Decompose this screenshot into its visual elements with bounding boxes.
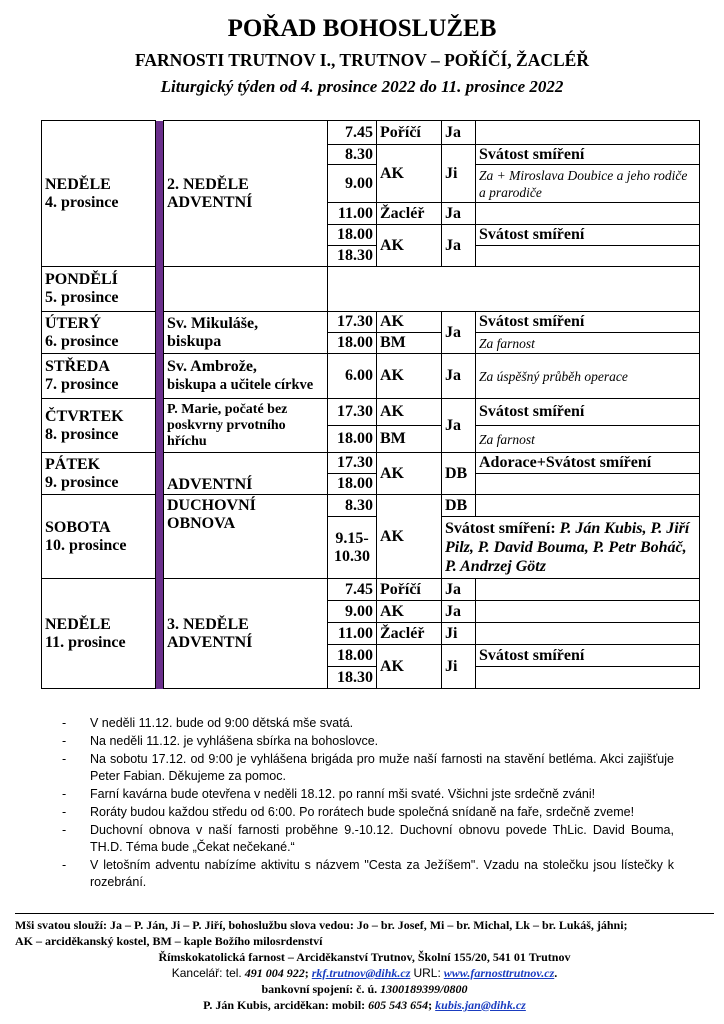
table-row xyxy=(42,121,700,145)
liturgy-cell: ADVENTNÍ xyxy=(164,453,328,495)
table-row xyxy=(42,312,700,333)
footer-divider xyxy=(15,913,714,914)
table-row xyxy=(42,399,700,426)
priest-cell: DB xyxy=(442,453,476,495)
schedule-table xyxy=(41,120,700,689)
note-cell xyxy=(476,121,700,145)
announcement-item xyxy=(62,857,674,891)
office-email-link[interactable]: rkf.trutnov@dihk.cz xyxy=(311,966,411,980)
intention-cell: Za farnost xyxy=(476,426,700,453)
time-cell: 18.00 xyxy=(328,333,377,354)
time-cell: 9.00 xyxy=(328,165,377,203)
time-cell: 17.30 xyxy=(328,453,377,474)
liturgical-color-bar xyxy=(156,312,164,354)
time-cell: 9.15-10.30 xyxy=(328,517,377,579)
priest-contact: P. Ján Kubis, arciděkan: mobil: 605 543 654; kubis.jan@dihk.cz xyxy=(203,998,526,1012)
legend-line-1: Mši svatou slouží: Ja – P. Ján, Ji – P. Jiří, bohoslužbu slova vedou: Jo – br. Josef, Mi – br. Michal, Lk – br. Lukáš, jáhni; xyxy=(15,918,628,932)
liturgical-color-bar xyxy=(156,495,164,579)
time-cell: 18.30 xyxy=(328,246,377,267)
announcement-item xyxy=(62,804,674,821)
place-cell: Žacléř xyxy=(377,203,442,225)
time-cell: 9.00 xyxy=(328,601,377,623)
parish-address: Římskokatolická farnost – Arciděkanství Trutnov, Školní 155/20, 541 01 Trutnov xyxy=(158,950,571,964)
priest-cell: Ji xyxy=(442,623,476,645)
announcement-item xyxy=(62,786,674,803)
priest-cell: Ja xyxy=(442,579,476,601)
note-cell xyxy=(476,623,700,645)
bullet-dash: - xyxy=(62,858,67,872)
announcement-text: V neděli 11.12. bude od 9:00 dětská mše svatá. xyxy=(90,716,354,730)
priest-cell: Ja xyxy=(442,354,476,399)
time-cell: 18.00 xyxy=(328,426,377,453)
office-contact: Kancelář: tel. 491 004 922; rkf.trutnov@dihk.cz URL: www.farnosttrutnov.cz. xyxy=(171,966,558,980)
announcement-text: Na sobotu 17.12. od 9:00 je vyhlášena brigáda pro muže naší farnosti na stavění betléma. Akci zajišťuje Peter Fabian. Děkujeme za pomoc. xyxy=(90,752,674,783)
time-cell: 18.00 xyxy=(328,645,377,667)
note-cell xyxy=(476,246,700,267)
confession-note-cell: Svátost smíření: P. Ján Kubis, P. Jiří Pilz, P. David Bouma, P. Petr Boháč, P. Andrzej Götz xyxy=(442,517,700,579)
intention-cell: Za úspěšný průběh operace xyxy=(476,354,700,399)
intention-cell: Za + Miroslava Doubice a jeho rodiče a prarodiče xyxy=(476,165,700,203)
liturgical-color-bar xyxy=(156,354,164,399)
empty-cell xyxy=(328,267,700,312)
note-cell xyxy=(476,667,700,689)
place-cell: Poříčí xyxy=(377,579,442,601)
time-cell: 18.00 xyxy=(328,474,377,495)
announcement-item xyxy=(62,822,674,856)
time-cell: 18.00 xyxy=(328,225,377,246)
table-row xyxy=(42,453,700,474)
liturgy-cell: 3. NEDĚLE ADVENTNÍ xyxy=(164,579,328,689)
time-cell: 6.00 xyxy=(328,354,377,399)
liturgy-cell xyxy=(164,267,328,312)
table-row xyxy=(42,354,700,399)
time-cell: 18.30 xyxy=(328,667,377,689)
priest-cell: Ja xyxy=(442,312,476,354)
liturgy-cell: 2. NEDĚLE ADVENTNÍ xyxy=(164,121,328,267)
day-cell: NEDĚLE 11. prosince xyxy=(42,579,156,689)
note-cell: Svátost smíření xyxy=(476,312,700,333)
table-row xyxy=(42,495,700,517)
priest-email-link[interactable]: kubis.jan@dihk.cz xyxy=(435,998,526,1012)
announcement-item xyxy=(62,715,674,732)
liturgy-cell: DUCHOVNÍ OBNOVA xyxy=(164,495,328,579)
bullet-dash: - xyxy=(62,787,67,801)
time-cell: 8.30 xyxy=(328,495,377,517)
note-cell: Adorace+Svátost smíření xyxy=(476,453,700,474)
announcement-item xyxy=(62,751,674,785)
website-link[interactable]: www.farnosttrutnov.cz xyxy=(443,966,555,980)
place-cell: AK xyxy=(377,645,442,689)
liturgy-cell: Sv. Mikuláše, biskupa xyxy=(164,312,328,354)
place-cell: Poříčí xyxy=(377,121,442,145)
liturgy-cell: Sv. Ambrože, biskupa a učitele církve xyxy=(164,354,328,399)
bullet-dash: - xyxy=(62,734,67,748)
note-cell: Svátost smíření xyxy=(476,399,700,426)
place-cell: AK xyxy=(377,399,442,426)
day-cell: SOBOTA 10. prosince xyxy=(42,495,156,579)
place-cell: BM xyxy=(377,426,442,453)
priest-cell: DB xyxy=(442,495,476,517)
place-cell: AK xyxy=(377,354,442,399)
time-cell: 7.45 xyxy=(328,121,377,145)
table-row xyxy=(42,267,700,312)
day-cell: ČTVRTEK 8. prosince xyxy=(42,399,156,453)
priest-cell: Ji xyxy=(442,145,476,203)
priest-cell: Ja xyxy=(442,203,476,225)
page-title: POŘAD BOHOSLUŽEB xyxy=(227,15,497,42)
priest-cell: Ja xyxy=(442,225,476,267)
place-cell: AK xyxy=(377,312,442,333)
announcement-text: Duchovní obnova v naší farnosti proběhne 9.-10.12. Duchovní obnovu povede ThLic. David Bouma, TH.D. Téma bude „Čekat nečekané.“ xyxy=(90,823,674,854)
bank-info: bankovní spojení: č. ú. 1300189399/0800 xyxy=(261,982,468,996)
liturgical-color-bar xyxy=(156,453,164,495)
legend-line-2: AK – arciděkanský kostel, BM – kaple Božího milosrdenství xyxy=(15,934,323,948)
table-row xyxy=(42,579,700,601)
priest-cell: Ja xyxy=(442,399,476,453)
time-cell: 7.45 xyxy=(328,579,377,601)
day-cell: PÁTEK 9. prosince xyxy=(42,453,156,495)
note-cell: Svátost smíření xyxy=(476,225,700,246)
note-cell xyxy=(476,474,700,495)
note-cell xyxy=(476,579,700,601)
note-cell xyxy=(476,495,700,517)
time-cell: 8.30 xyxy=(328,145,377,165)
time-cell: 11.00 xyxy=(328,623,377,645)
day-cell: STŘEDA 7. prosince xyxy=(42,354,156,399)
time-cell: 17.30 xyxy=(328,312,377,333)
intention-cell: Za farnost xyxy=(476,333,700,354)
day-cell: ÚTERÝ 6. prosince xyxy=(42,312,156,354)
place-cell: AK xyxy=(377,145,442,203)
time-cell: 11.00 xyxy=(328,203,377,225)
bullet-dash: - xyxy=(62,752,67,766)
announcement-text: V letošním adventu nabízíme aktivitu s názvem "Cesta za Ježíšem". Vzadu na stolečku jsou lístečky k rozebrání. xyxy=(90,858,674,889)
note-cell: Svátost smíření xyxy=(476,145,700,165)
liturgical-color-bar xyxy=(156,399,164,453)
time-cell: 17.30 xyxy=(328,399,377,426)
priest-cell: Ja xyxy=(442,601,476,623)
bullet-dash: - xyxy=(62,716,67,730)
priest-cell: Ji xyxy=(442,645,476,689)
bullet-dash: - xyxy=(62,823,67,837)
day-cell: PONDĚLÍ 5. prosince xyxy=(42,267,156,312)
place-cell: Žacléř xyxy=(377,623,442,645)
day-cell: NEDĚLE 4. prosince xyxy=(42,121,156,267)
announcement-item xyxy=(62,733,674,750)
place-cell: AK xyxy=(377,601,442,623)
announcement-text: Na neděli 11.12. je vyhlášena sbírka na bohoslovce. xyxy=(90,734,379,748)
liturgy-cell: P. Marie, počaté bez poskvrny prvotního hříchu xyxy=(164,399,328,453)
liturgical-color-bar xyxy=(156,121,164,267)
announcement-text: Roráty budou každou středu od 6:00. Po rorátech bude společná snídaně na faře, srdečně zveme! xyxy=(90,805,635,819)
liturgical-color-bar xyxy=(156,267,164,312)
announcement-text: Farní kavárna bude otevřena v neděli 18.12. po ranní mši svaté. Všichni jste srdečně zváni! xyxy=(90,787,596,801)
place-cell: AK xyxy=(377,225,442,267)
liturgical-color-bar xyxy=(156,579,164,689)
bullet-dash: - xyxy=(62,805,67,819)
announcements xyxy=(62,715,674,892)
note-cell: Svátost smíření xyxy=(476,645,700,667)
week-range: Liturgický týden od 4. prosince 2022 do 11. prosince 2022 xyxy=(160,77,564,96)
place-cell: AK xyxy=(377,453,442,495)
note-cell xyxy=(476,203,700,225)
place-cell: AK xyxy=(377,495,442,579)
note-cell xyxy=(476,601,700,623)
parish-subtitle: FARNOSTI TRUTNOV I., TRUTNOV – POŘÍČÍ, ŽACLÉŘ xyxy=(135,50,589,70)
priest-cell: Ja xyxy=(442,121,476,145)
place-cell: BM xyxy=(377,333,442,354)
